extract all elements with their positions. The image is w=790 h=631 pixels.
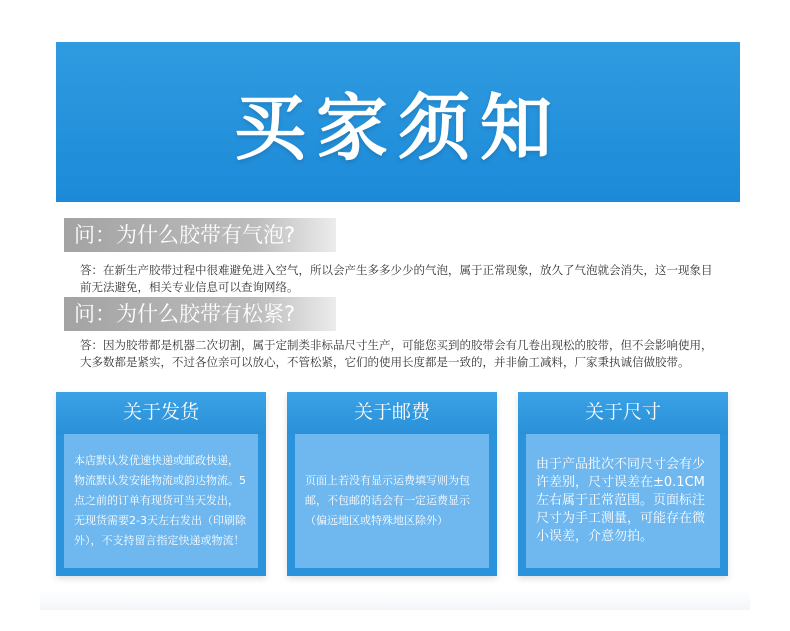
card-shipping-title: 关于发货 xyxy=(56,392,266,434)
card-shipping-body xyxy=(64,434,258,568)
card-size-title: 关于尺寸 xyxy=(518,392,728,434)
faq-answer-tightness: 答：因为胶带都是机器二次切割，属于定制类非标品尺寸生产，可能您买到的胶带会有几卷出现松的胶带，但不会影响使用，大多数都是紧实，不过各位亲可以放心，不管松紧，它们的使用长度都是一致的，并非偷工减料，厂家秉执诚信做胶带。 xyxy=(80,338,713,369)
card-postage-body xyxy=(295,434,489,568)
card-postage-text: 页面上若没有显示运费填写则为包邮，不包邮的话会有一定运费显示（偏远地区或特殊地区除外） xyxy=(305,474,470,527)
card-shipping-text: 本店默认发优速快递或邮政快递，物流默认发安能物流或韵达物流。5点之前的订单有现货可当天发出，无现货需要2-3天左右发出（印刷除外），不支持留言指定快递或物流！ xyxy=(74,454,246,547)
card-shipping xyxy=(56,392,266,576)
card-postage-title: 关于邮费 xyxy=(287,392,497,434)
title-banner xyxy=(56,42,740,202)
footer-fade xyxy=(40,590,750,610)
faq-question-bubbles: 问：为什么胶带有气泡? xyxy=(64,218,336,252)
card-postage xyxy=(287,392,497,576)
faq-answer-bubbles: 答：在新生产胶带过程中很难避免进入空气，所以会产生多多少少的气泡，属于正常现象，放久了气泡就会消失，这一现象目前无法避免，相关专业信息可以查询网络。 xyxy=(80,263,713,294)
card-size xyxy=(518,392,728,576)
card-size-text: 由于产品批次不同尺寸会有少许差别，尺寸误差在±0.1CM左右属于正常范围。页面标注尺寸为手工测量，可能存在微小误差，介意勿拍。 xyxy=(536,457,706,544)
page-title: 买家须知 xyxy=(233,86,562,170)
faq-question-tightness: 问：为什么胶带有松紧? xyxy=(64,297,336,331)
card-size-body xyxy=(526,434,720,568)
